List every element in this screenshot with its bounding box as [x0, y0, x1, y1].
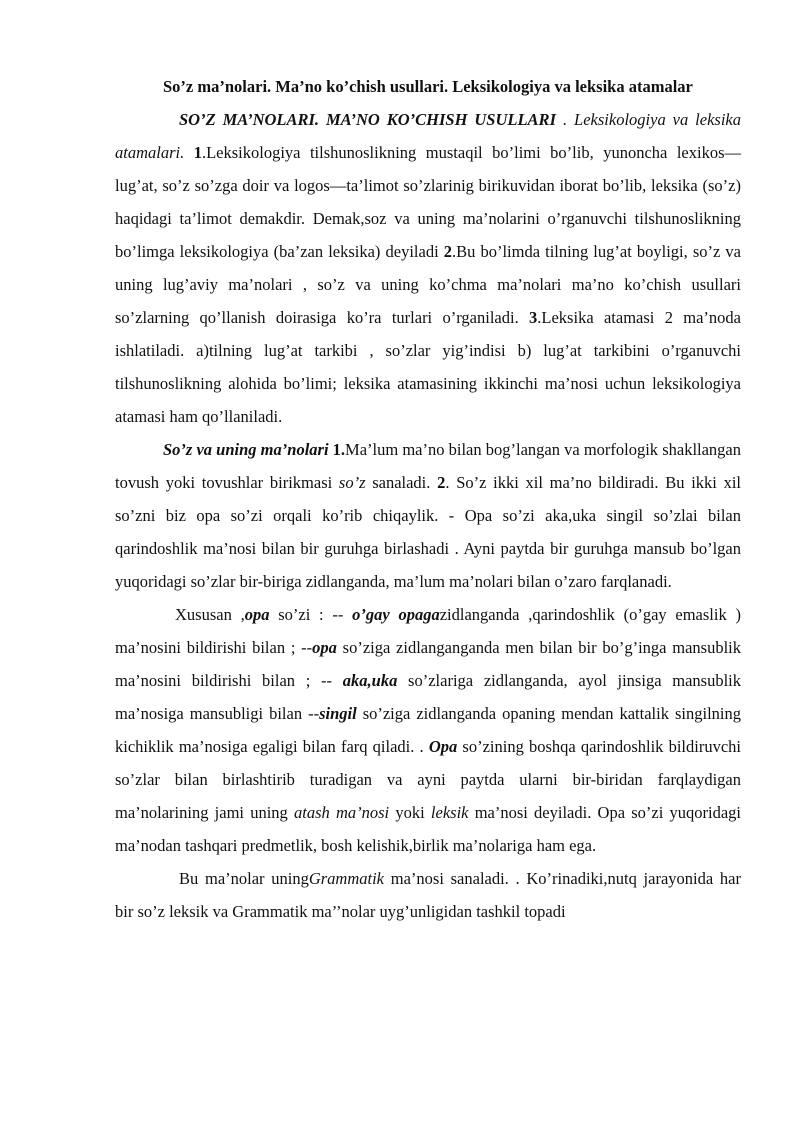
- paragraph-text: so’ziga zidlanganda opaning mendan kattalik singilning kichiklik ma’nosiga egaligi bilan farq qiladi. .: [115, 704, 741, 756]
- italic-term: so’z: [338, 473, 366, 492]
- paragraph-text: Ma’lum ma’no bilan bog’langan va morfologik shakllangan tovush yoki tovushlar birikmasi: [115, 440, 742, 492]
- paragraph-text: ma’nosi deyiladi. Opa so’zi yuqoridagi ma’nodan tashqari predmetlik, bosh kelishik,birlik ma’nolariga ham ega.: [115, 803, 742, 855]
- section-heading-tail: . Leksikologiya va leksika atamalari.: [115, 110, 741, 162]
- paragraph-text: so’zlariga zidlanganda, ayol jinsiga mansublik ma’nosiga mansubligi bilan --: [115, 671, 741, 723]
- paragraph-text: so’ziga zidlanganganda men bilan bir bo’g’inga mansublik ma’nosini bildirishi bilan ; --: [115, 638, 741, 690]
- point-number: 3: [529, 308, 538, 327]
- italic-term: atash ma’nosi: [294, 803, 390, 822]
- paragraph-text: . So’z ikki xil ma’no bildiradi. Bu ikki xil so’zni biz opa so’zi orqali ko’rib chiqaylik. - Opa so’zi aka,uka singil so’zlai bilan qarindoshlik ma’nosi bilan bir guruhga birlashadi . Ayni paytda bir guruhga mansub bo’lgan yuqoridagi so’zlar bir-biriga zidlanganda, ma’lum ma’nolari bilan o’zaro farqlanadi.: [115, 473, 742, 591]
- paragraph-text: Bu ma’nolar uning: [179, 869, 309, 888]
- paragraph-text: .Bu bo’limda tilning lug’at boyligi, so’z va uning lug’aviy ma’nolari , so’z va uning ko’chma ma’nolari ma’no ko’chish usullari so’zlarning qo’llanish doirasiga ko’ra turlari o’rganiladi.: [115, 242, 741, 327]
- document-title: So’z ma’nolari. Ma’no ko’chish usullari. Leksikologiya va leksika atamalar: [163, 77, 693, 96]
- paragraph-text: .Leksika atamasi 2 ma’noda ishlatiladi. a)tilning lug’at tarkibi , so’zlar yig’indisi b) lug’at tarkibini o’rganuvchi tilshunoslikning alohida bo’limi; leksika atamasining ikkinchi ma’nosi uchun leksikologiya atamasi ham qo’llaniladi.: [115, 308, 741, 426]
- paragraph-text: Xususan ,: [175, 605, 245, 624]
- paragraph-grammatical: [115, 862, 741, 928]
- bold-term: o’gay opaga: [352, 605, 440, 624]
- paragraph-text: .Leksikologiya tilshunoslikning mustaqil bo’limi bo’lib, yunoncha lexikos—lug’at, so’z so’zga doir va logos—ta’limot so’zlarinig birikuvidan iborat bo’lib, leksika (so’z) haqidagi ta’limot demakdir. Demak,soz va uning ma’nolarini o’rganuvchi tilshunoslikning bo’limga leksikologiya (ba’zan leksika) deyiladi: [115, 143, 741, 261]
- bold-term: opa: [244, 605, 270, 624]
- document-page: [115, 70, 741, 928]
- paragraph-lead: So’z va uning ma’nolari: [163, 440, 329, 459]
- paragraph-word-meanings: [115, 433, 741, 598]
- point-number: 2: [437, 473, 446, 492]
- bold-term: Opa: [428, 737, 458, 756]
- paragraph-opa-example: [115, 598, 741, 862]
- section-heading: SO’Z MA’NOLARI. MA’NO KO’CHISH USULLARI: [179, 110, 556, 129]
- point-number: 2: [443, 242, 452, 261]
- bold-term: singil: [319, 704, 357, 723]
- italic-term: leksik: [430, 803, 469, 822]
- paragraph-text: yoki: [389, 803, 431, 822]
- bold-term: aka,uka: [342, 671, 398, 690]
- paragraph-text: ma’nosi sanaladi. . Ko’rinadiki,nutq jarayonida har bir so’z leksik va Grammatik ma’’nolar uyg’unligidan tashkil topadi: [115, 869, 741, 921]
- bold-term: opa: [312, 638, 337, 657]
- italic-term: Grammatik: [308, 869, 385, 888]
- paragraph-text: zidlanganda ,qarindoshlik (o’gay emaslik ) ma’nosini bildirishi bilan ; --: [115, 605, 741, 657]
- paragraph-text: so’zi : --: [269, 605, 353, 624]
- point-number: 1: [193, 143, 202, 162]
- paragraph-text: so’zining boshqa qarindoshlik bildiruvchi so’zlar bilan birlashtirib turadigan va ayni paytda ularni bir-biridan farqlaydigan ma’nolarining jami uning: [115, 737, 741, 822]
- paragraph-definitions: [115, 103, 741, 433]
- paragraph-text: sanaladi.: [365, 473, 438, 492]
- point-number: 1.: [328, 440, 346, 459]
